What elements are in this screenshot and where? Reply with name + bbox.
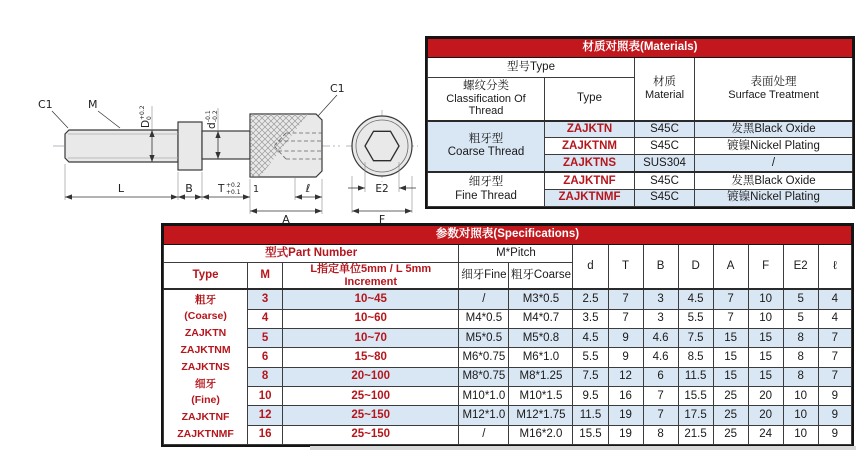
svg-text:D: D [140,119,152,128]
spec-cell-T: 12 [608,367,643,386]
technical-drawing [28,70,430,228]
materials-surface-cell: 镀镍Nickel Plating [695,138,853,155]
spec-cell-m: 8 [248,367,283,386]
spec-header-T: T [608,245,643,290]
materials-table [427,38,853,207]
materials-material-cell: S45C [635,172,695,189]
spec-cell-A: 25 [713,387,748,406]
spec-cell-m: 4 [248,309,283,328]
spec-cell-E2: 8 [783,348,818,367]
spec-header-l-increment: L指定单位5mm / L 5mm Increment [283,263,459,290]
spec-header-part-number: 型式Part Number [164,245,459,263]
spec-cell-E2: 8 [783,329,818,348]
spec-cell-m: 10 [248,387,283,406]
spec-cell-D: 4.5 [678,289,713,309]
spec-row-m6 [164,348,852,367]
materials-row [428,121,853,138]
spec-cell-T: 19 [608,425,643,444]
spec-header-F: F [748,245,783,290]
materials-header-material-en: Material [644,89,685,102]
spec-cell-fine: M5*0.5 [459,329,509,348]
spec-header-m: M [248,263,283,290]
materials-header-surface-en: Surface Treatment [728,89,819,102]
materials-group-coarse [428,121,545,173]
dim-label-one: 1 [253,184,260,195]
spec-row-m16 [164,425,852,444]
spec-row-m10 [164,387,852,406]
spec-cell-T: 9 [608,329,643,348]
materials-group-fine-en: Fine Thread [455,189,517,202]
type-line: (Coarse) [184,310,227,323]
spec-header-E2: E2 [783,245,818,290]
spec-cell-ell: 9 [818,425,851,444]
dim-label-A: A [282,213,290,226]
spec-cell-B: 8 [643,425,678,444]
materials-surface-cell: / [695,155,853,172]
materials-row [428,172,853,189]
spec-cell-coarse: M16*2.0 [509,425,573,444]
spec-cell-m: 6 [248,348,283,367]
materials-type-cell: ZAJKTNF [545,172,635,189]
materials-table-title: 材质对照表(Materials) [428,39,853,58]
materials-type-cell: ZAJKTN [545,121,635,138]
spec-cell-d: 5.5 [573,348,608,367]
spec-cell-coarse: M4*0.7 [509,309,573,328]
dim-D-tol-upper: +0.2 [139,105,146,120]
spec-cell-ell: 7 [818,367,851,386]
spec-cell-E2: 5 [783,309,818,328]
spec-cell-D: 21.5 [678,425,713,444]
spec-cell-E2: 10 [783,387,818,406]
spec-header-d: d [573,245,608,290]
spec-cell-l: 10~70 [283,329,459,348]
dim-d-tol-lower: -0.2 [212,110,219,122]
spec-cell-D: 5.5 [678,309,713,328]
spec-cell-B: 7 [643,387,678,406]
spec-cell-l: 25~150 [283,425,459,444]
specifications-table [163,225,852,445]
screw-drawing-svg [28,70,430,228]
spec-cell-B: 4.6 [643,348,678,367]
dim-label-D [139,105,153,128]
neck [202,131,250,159]
spec-cell-E2: 8 [783,367,818,386]
spec-cell-A: 15 [713,348,748,367]
spec-cell-m: 16 [248,425,283,444]
materials-group-fine-zh: 细牙型 [468,176,504,189]
materials-header-surface [695,58,853,121]
spec-cell-A: 15 [713,329,748,348]
spec-cell-fine: / [459,425,509,444]
spec-cell-ell: 9 [818,406,851,425]
spec-cell-D: 15.5 [678,387,713,406]
spec-cell-B: 4.6 [643,329,678,348]
table-shadow [310,446,856,450]
spec-cell-d: 3.5 [573,309,608,328]
spec-cell-F: 24 [748,425,783,444]
spec-cell-d: 2.5 [573,289,608,309]
spec-cell-A: 25 [713,425,748,444]
spec-cell-T: 7 [608,289,643,309]
spec-cell-A: 15 [713,367,748,386]
spec-cell-E2: 5 [783,289,818,309]
spec-cell-d: 9.5 [573,387,608,406]
spec-cell-E2: 10 [783,406,818,425]
materials-material-cell: S45C [635,121,695,138]
spec-header-D: D [678,245,713,290]
spec-cell-E2: 10 [783,425,818,444]
type-line: ZAJKTNMF [177,427,234,440]
spec-cell-ell: 9 [818,387,851,406]
dim-label-E2: E2 [375,183,389,195]
dim-label-ell: ℓ [305,182,311,195]
materials-header-model-type: 型号Type [428,58,635,78]
spec-cell-fine: M8*0.75 [459,367,509,386]
materials-header-classification [428,78,545,121]
dim-label-F: F [378,213,386,226]
type-line: ZAJKTN [184,327,227,340]
svg-text:d: d [206,122,218,129]
dim-label-T [217,182,241,196]
spec-row-m12 [164,406,852,425]
spec-cell-F: 15 [748,329,783,348]
spec-header-coarse: 粗牙Coarse [509,263,573,290]
spec-cell-ell: 4 [818,289,851,309]
spec-cell-m: 3 [248,289,283,309]
materials-group-fine [428,172,545,206]
spec-cell-l: 10~45 [283,289,459,309]
spec-cell-T: 19 [608,406,643,425]
spec-cell-m: 12 [248,406,283,425]
dim-label-L: L [117,182,125,195]
spec-cell-A: 7 [713,309,748,328]
spec-cell-d: 4.5 [573,329,608,348]
spec-row-m8 [164,367,852,386]
spec-header-ell: ℓ [818,245,851,290]
spec-cell-ell: 4 [818,309,851,328]
spec-cell-coarse: M5*0.8 [509,329,573,348]
spec-cell-fine: M4*0.5 [459,309,509,328]
materials-header-classification-zh: 螺纹分类 [463,79,509,92]
spec-type-column [164,289,248,444]
spec-cell-coarse: M10*1.5 [509,387,573,406]
spec-cell-A: 25 [713,406,748,425]
spec-cell-F: 10 [748,289,783,309]
spec-cell-F: 20 [748,387,783,406]
spec-cell-l: 20~100 [283,367,459,386]
materials-header-surface-zh: 表面处理 [750,75,797,88]
materials-type-cell: ZAJKTNMF [545,190,635,207]
spec-cell-D: 11.5 [678,367,713,386]
spec-header-fine: 细牙Fine [459,263,509,290]
materials-header-material [635,58,695,121]
materials-surface-cell: 镀镍Nickel Plating [695,190,853,207]
spec-row-m3 [164,289,852,309]
spec-table-title: 参数对照表(Specifications) [164,226,852,245]
spec-cell-D: 17.5 [678,406,713,425]
spec-cell-fine: M12*1.0 [459,406,509,425]
type-line: ZAJKTNS [181,360,230,373]
spec-cell-fine: M6*0.75 [459,348,509,367]
spec-cell-F: 20 [748,406,783,425]
materials-header-material-zh: 材质 [653,75,676,88]
spec-cell-B: 3 [643,309,678,328]
label-c1-right: C1 [330,82,345,95]
spec-cell-l: 25~100 [283,387,459,406]
dim-label-B: B [185,182,193,195]
spec-cell-B: 3 [643,289,678,309]
spec-cell-D: 8.5 [678,348,713,367]
spec-cell-d: 15.5 [573,425,608,444]
materials-group-coarse-zh: 粗牙型 [468,133,504,146]
spec-cell-T: 16 [608,387,643,406]
spec-cell-T: 7 [608,309,643,328]
materials-surface-cell: 发黑Black Oxide [695,172,853,189]
materials-type-cell: ZAJKTNS [545,155,635,172]
spec-cell-fine: M10*1.0 [459,387,509,406]
spec-cell-d: 7.5 [573,367,608,386]
dim-d-tol-upper: -0.1 [205,110,212,122]
spec-cell-fine: / [459,289,509,309]
spec-cell-coarse: M8*1.25 [509,367,573,386]
spec-cell-l: 15~80 [283,348,459,367]
threaded-shaft [65,130,178,162]
spec-cell-F: 15 [748,348,783,367]
materials-type-cell: ZAJKTNM [545,138,635,155]
spec-row-m4 [164,309,852,328]
materials-material-cell: S45C [635,138,695,155]
materials-header-classification-en: Classification Of Thread [446,92,526,118]
materials-group-coarse-en: Coarse Thread [447,146,525,159]
spec-cell-l: 10~60 [283,309,459,328]
spec-cell-F: 10 [748,309,783,328]
dim-D-tol-lower: 0 [146,116,153,120]
spec-row-m5 [164,329,852,348]
collar [178,122,202,170]
spec-cell-F: 15 [748,367,783,386]
type-line: ZAJKTNM [180,343,231,356]
spec-cell-ell: 7 [818,348,851,367]
spec-header-A: A [713,245,748,290]
materials-material-cell: SUS304 [635,155,695,172]
dim-T-tol-lower: +0.1 [226,189,241,196]
dim-T-tol-upper: +0.2 [226,182,241,189]
materials-header-type: Type [545,78,635,121]
spec-cell-coarse: M3*0.5 [509,289,573,309]
type-line: (Fine) [191,394,220,407]
label-c1-left: C1 [38,98,53,111]
end-view [352,116,412,176]
spec-header-B: B [643,245,678,290]
spec-cell-B: 7 [643,406,678,425]
spec-cell-ell: 7 [818,329,851,348]
type-line: 粗牙 [195,293,217,306]
spec-cell-d: 11.5 [573,406,608,425]
spec-cell-m: 5 [248,329,283,348]
spec-header-pitch: M*Pitch [459,245,573,263]
type-line: ZAJKTNF [181,411,230,424]
materials-surface-cell: 发黑Black Oxide [695,121,853,138]
type-line: 细牙 [195,377,217,390]
spec-cell-coarse: M6*1.0 [509,348,573,367]
svg-text:T: T [218,183,225,195]
spec-cell-A: 7 [713,289,748,309]
spec-cell-D: 7.5 [678,329,713,348]
dim-label-d [205,110,219,129]
spec-header-type: Type [164,263,248,290]
spec-cell-l: 25~150 [283,406,459,425]
label-thread-m: M [88,98,98,111]
spec-cell-T: 9 [608,348,643,367]
spec-cell-B: 6 [643,367,678,386]
materials-material-cell: S45C [635,190,695,207]
spec-cell-coarse: M12*1.75 [509,406,573,425]
